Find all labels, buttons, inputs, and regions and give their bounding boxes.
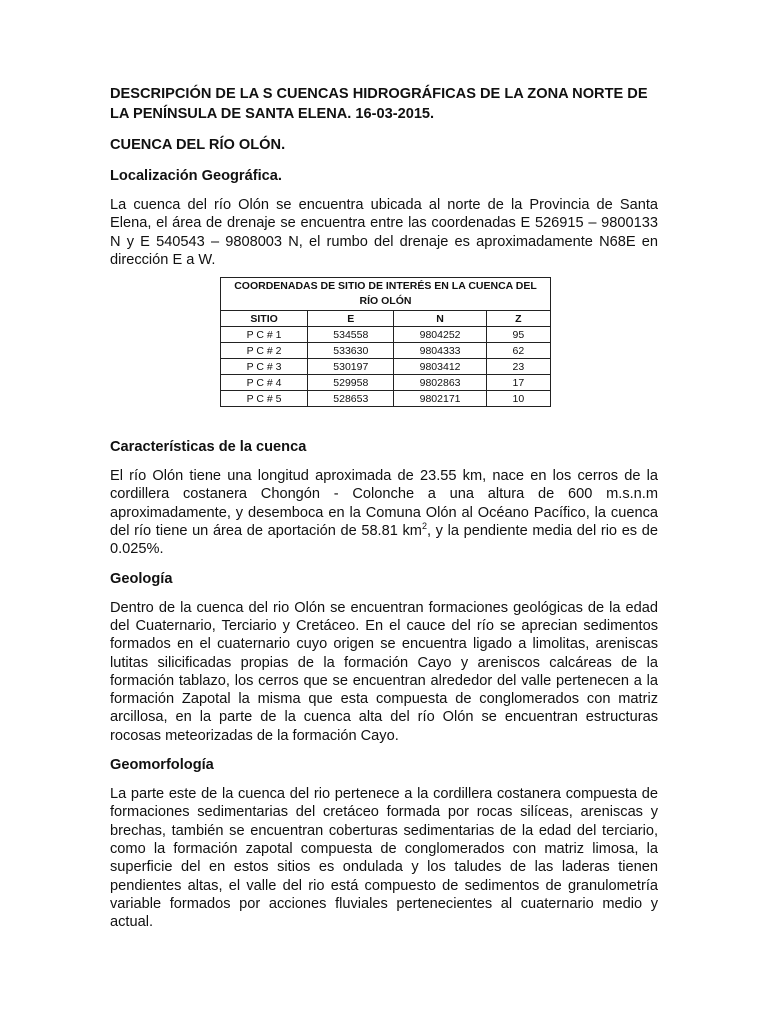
- paragraph-geologia: Dentro de la cuenca del rio Olón se encuentran formaciones geológicas de la edad del Cuaternario, Terciario y Cretáceo. En el cauce del río se aprecian sedimentos formados en el cuaternario cuyo origen se encuentra ligado a limolitas, areniscas lutitas silicificadas propias de la formación Cayo y areniscos calcáreas de la formación tablazo, los cerros que se encuentran alrededor del valle pertenecen a la formación Zapotal la misma que esta compuesta de conglomerados con matriz arcillosa, en la parte de la cuenca alta del río Olón se encuentran estructuras rocosas meteorizadas de la formación Cayo.: [110, 599, 658, 744]
- cell-z: 17: [486, 375, 550, 391]
- cell-e: 534558: [308, 327, 394, 343]
- cell-e: 530197: [308, 359, 394, 375]
- section-heading-geologia: Geología: [110, 570, 173, 587]
- area-unit-superscript: 2: [421, 521, 427, 532]
- paragraph-localizacion: La cuenca del río Olón se encuentra ubicada al norte de la Provincia de Santa Elena, el área de drenaje se encuentra entre las coordenadas E 526915 – 9800133 N y E 540543 – 9808003 N, el rumbo del drenaje es aproximadamente N68E en dirección E a W.: [110, 197, 658, 268]
- cell-z: 10: [486, 391, 550, 407]
- paragraph-caracteristicas: [110, 467, 658, 558]
- cell-e: 529958: [308, 375, 394, 391]
- document-page: [110, 80, 658, 931]
- cell-sitio: P C # 5: [221, 391, 308, 407]
- document-title: DESCRIPCIÓN DE LA S CUENCAS HIDROGRÁFICAS DE LA ZONA NORTE DE LA PENÍNSULA DE SANTA ELENA. 16-03-2015.: [110, 86, 648, 122]
- table-header-sitio: SITIO: [221, 311, 308, 327]
- table-row: [221, 327, 551, 343]
- table-row: [221, 375, 551, 391]
- basin-title: CUENCA DEL RÍO OLÓN.: [110, 137, 286, 153]
- cell-z: 62: [486, 343, 550, 359]
- table-row: [221, 343, 551, 359]
- cell-n: 9803412: [394, 359, 486, 375]
- cell-n: 9804252: [394, 327, 486, 343]
- table-row: [221, 391, 551, 407]
- cell-n: 9802863: [394, 375, 486, 391]
- section-heading-geomorfologia: Geomorfología: [110, 757, 214, 774]
- cell-e: 528653: [308, 391, 394, 407]
- cell-sitio: P C # 2: [221, 343, 308, 359]
- cell-n: 9802171: [394, 391, 486, 407]
- table-header-e: E: [308, 311, 394, 327]
- table-row: [221, 359, 551, 375]
- table-header-n: N: [394, 311, 486, 327]
- table-caption: COORDENADAS DE SITIO DE INTERÉS EN LA CUENCA DEL RÍO OLÓN: [221, 278, 551, 311]
- coordinates-table: [220, 277, 551, 407]
- cell-sitio: P C # 1: [221, 327, 308, 343]
- cell-z: 23: [486, 359, 550, 375]
- cell-sitio: P C # 4: [221, 375, 308, 391]
- paragraph-geomorfologia: La parte este de la cuenca del rio pertenece a la cordillera costanera compuesta de formaciones sedimentarias del cretáceo formada por rocas silíceas, areniscas y brechas, también se encuentran coberturas sedimentarias de la edad del terciario, como la formación zapotal compuesta de conglomerados con matriz limosa, la superficie del en estos sitios es ondulada y los taludes de las laderas tienen pendientes altas, el valle del rio está compuesto de sedimentos de granulometría variable formados por acciones fluviales pertenecientes al cuaternario medio y actual.: [110, 786, 658, 931]
- paragraph-caracteristicas-text-2: , y la pendiente media del rio es de 0.025%.: [110, 523, 658, 558]
- paragraph-caracteristicas-text-1: El río Olón tiene una longitud aproximada de 23.55 km, nace en los cerros de la cordillera costanera Chongón - Colonche a una altura de 600 m.s.n.m aproximadamente, y desemboca en la Comuna Olón al Océano Pacífico, la cuenca del río tiene un área de aportación de 58.81 km: [110, 468, 658, 540]
- cell-sitio: P C # 3: [221, 359, 308, 375]
- section-heading-caracteristicas: Características de la cuenca: [110, 439, 307, 456]
- section-heading-localizacion: Localización Geográfica.: [110, 168, 282, 184]
- table-header-z: Z: [486, 311, 550, 327]
- cell-e: 533630: [308, 343, 394, 359]
- cell-z: 95: [486, 327, 550, 343]
- cell-n: 9804333: [394, 343, 486, 359]
